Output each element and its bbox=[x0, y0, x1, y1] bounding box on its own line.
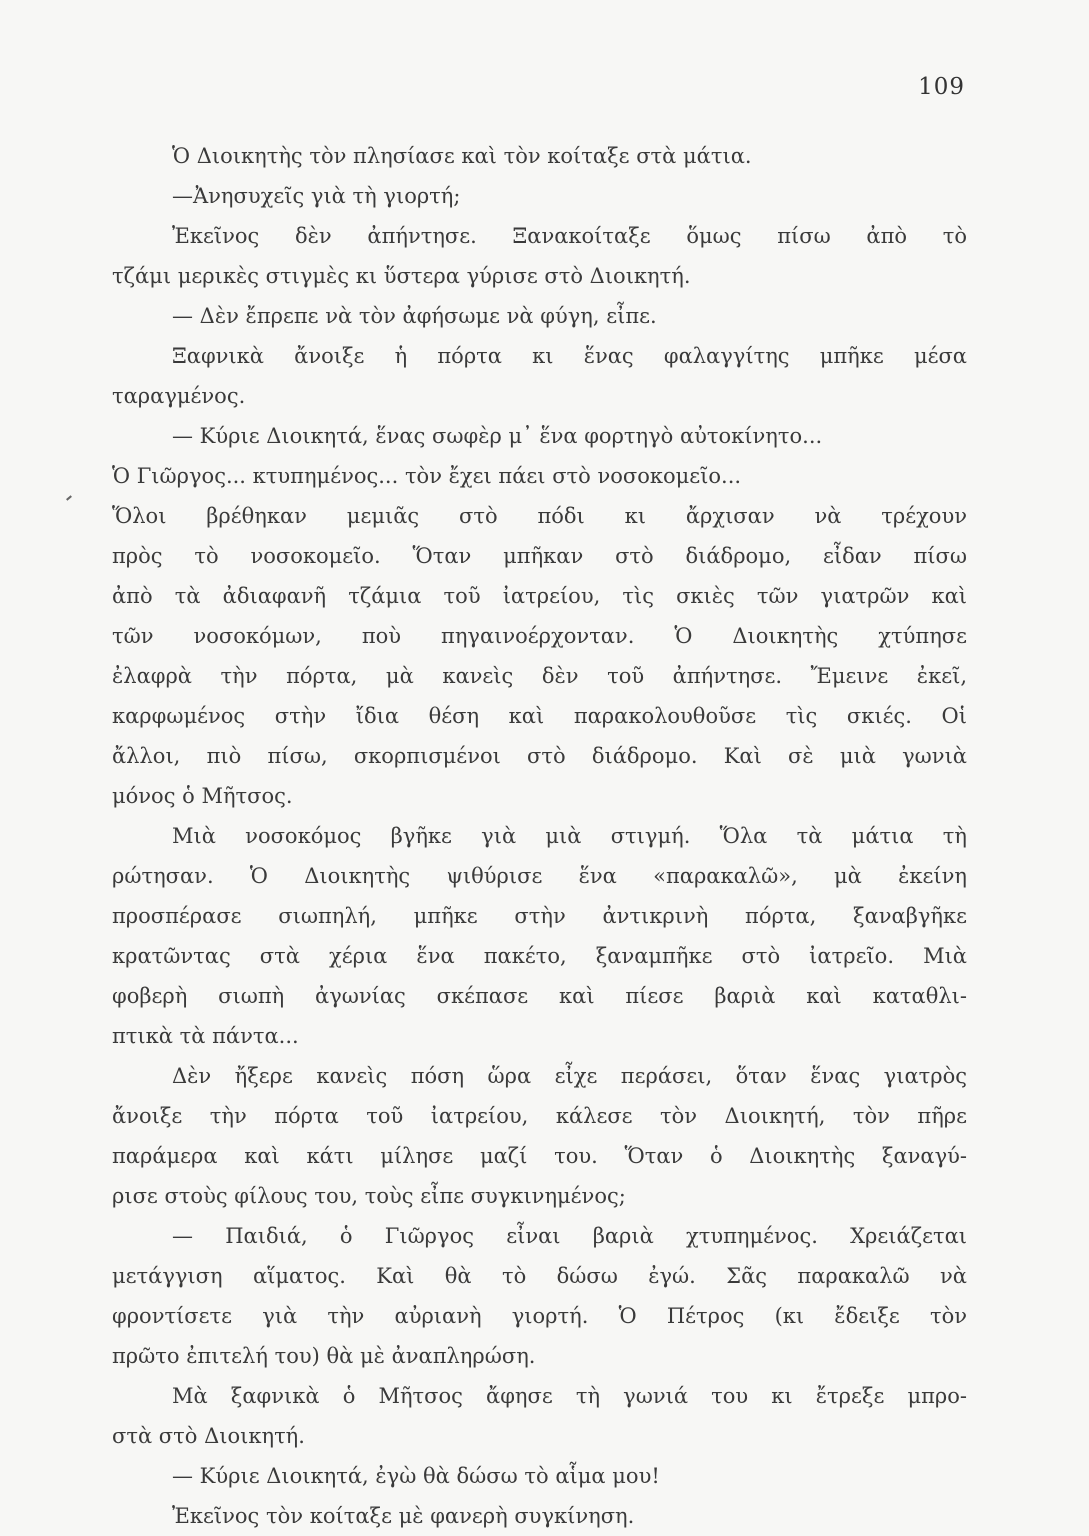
text-line: Ἐκεῖνος τὸν κοίταξε μὲ φανερὴ συγκίνηση. bbox=[172, 1504, 635, 1528]
text-line: ρισε στοὺς φίλους του, τοὺς εἶπε συγκινημένος; bbox=[112, 1184, 626, 1208]
stray-ink-mark bbox=[66, 495, 72, 500]
text-line: — Παιδιά, ὁ Γιῶργος εἶναι βαριὰ χτυπημένος. Χρειάζεται bbox=[172, 1224, 967, 1248]
text-line: παράμερα καὶ κάτι μίλησε μαζί του. Ὅταν ὁ Διοικητὴς ξαναγύ- bbox=[112, 1144, 967, 1168]
text-line: τῶν νοσοκόμων, ποὺ πηγαινοέρχονταν. Ὁ Διοικητὴς χτύπησε bbox=[112, 624, 967, 648]
text-line: κρατῶντας στὰ χέρια ἕνα πακέτο, ξαναμπῆκε στὸ ἰατρεῖο. Μιὰ bbox=[112, 944, 967, 968]
text-line: ἄλλοι, πιὸ πίσω, σκορπισμένοι στὸ διάδρομο. Καὶ σὲ μιὰ γωνιὰ bbox=[112, 744, 967, 768]
text-line: πρὸς τὸ νοσοκομεῖο. Ὅταν μπῆκαν στὸ διάδρομο, εἶδαν πίσω bbox=[112, 544, 967, 568]
text-line: ἄνοιξε τὴν πόρτα τοῦ ἰατρείου, κάλεσε τὸν Διοικητή, τὸν πῆρε bbox=[112, 1104, 967, 1128]
text-line: —Ἀνησυχεῖς γιὰ τὴ γιορτή; bbox=[172, 184, 461, 208]
text-line: στὰ στὸ Διοικητή. bbox=[112, 1424, 305, 1448]
body-text bbox=[112, 136, 967, 1536]
text-line: πρῶτο ἐπιτελή του) θὰ μὲ ἀναπληρώση. bbox=[112, 1344, 536, 1368]
text-line: Μὰ ξαφνικὰ ὁ Μῆτσος ἄφησε τὴ γωνιά του κι ἔτρεξε μπρο- bbox=[172, 1384, 967, 1408]
text-line: μόνος ὁ Μῆτσος. bbox=[112, 784, 293, 808]
text-line: ρώτησαν. Ὁ Διοικητὴς ψιθύρισε ἕνα «παρακαλῶ», μὰ ἐκείνη bbox=[112, 864, 967, 888]
text-line: — Δὲν ἔπρεπε νὰ τὸν ἀφήσωμε νὰ φύγη, εἶπε. bbox=[172, 304, 657, 328]
text-line: προσπέρασε σιωπηλή, μπῆκε στὴν ἀντικρινὴ πόρτα, ξαναβγῆκε bbox=[112, 904, 967, 928]
page-number: 109 bbox=[918, 74, 965, 100]
text-line: Ξαφνικὰ ἄνοιξε ἡ πόρτα κι ἕνας φαλαγγίτης μπῆκε μέσα bbox=[172, 344, 967, 368]
text-line: τζάμι μερικὲς στιγμὲς κι ὕστερα γύρισε στὸ Διοικητή. bbox=[112, 264, 691, 288]
text-line: καρφωμένος στὴν ἴδια θέση καὶ παρακολουθοῦσε τὶς σκιές. Οἱ bbox=[112, 704, 967, 728]
text-line: ἀπὸ τὰ ἀδιαφανῆ τζάμια τοῦ ἰατρείου, τὶς σκιὲς τῶν γιατρῶν καὶ bbox=[112, 584, 967, 608]
text-line: ἐλαφρὰ τὴν πόρτα, μὰ κανεὶς δὲν τοῦ ἀπήντησε. Ἔμεινε ἐκεῖ, bbox=[112, 664, 967, 688]
text-line: φροντίσετε γιὰ τὴν αὐριανὴ γιορτή. Ὁ Πέτρος (κι ἔδειξε τὸν bbox=[112, 1304, 967, 1328]
text-line: — Κύριε Διοικητά, ἐγὼ θὰ δώσω τὸ αἷμα μου! bbox=[172, 1464, 660, 1488]
text-line: Ὅλοι βρέθηκαν μεμιᾶς στὸ πόδι κι ἄρχισαν νὰ τρέχουν bbox=[112, 504, 967, 528]
text-line: μετάγγιση αἵματος. Καὶ θὰ τὸ δώσω ἐγώ. Σᾶς παρακαλῶ νὰ bbox=[112, 1264, 967, 1288]
text-line: Ἐκεῖνος δὲν ἀπήντησε. Ξανακοίταξε ὅμως πίσω ἀπὸ τὸ bbox=[172, 224, 967, 248]
text-line: Ὁ Γιῶργος... κτυπημένος... τὸν ἔχει πάει στὸ νοσοκομεῖο... bbox=[112, 464, 742, 488]
text-line: φοβερὴ σιωπὴ ἀγωνίας σκέπασε καὶ πίεσε βαριὰ καὶ καταθλι- bbox=[112, 984, 967, 1008]
text-line: ταραγμένος. bbox=[112, 384, 246, 408]
text-line: Δὲν ἤξερε κανεὶς πόση ὥρα εἶχε περάσει, ὅταν ἕνας γιατρὸς bbox=[172, 1064, 967, 1088]
text-line: Ὁ Διοικητὴς τὸν πλησίασε καὶ τὸν κοίταξε στὰ μάτια. bbox=[172, 144, 752, 168]
text-line: πτικὰ τὰ πάντα... bbox=[112, 1024, 299, 1048]
text-line: Μιὰ νοσοκόμος βγῆκε γιὰ μιὰ στιγμή. Ὅλα τὰ μάτια τὴ bbox=[172, 824, 967, 848]
text-line: — Κύριε Διοικητά, ἕνας σωφὲρ μ᾽ ἕνα φορτηγὸ αὐτοκίνητο... bbox=[172, 424, 823, 448]
